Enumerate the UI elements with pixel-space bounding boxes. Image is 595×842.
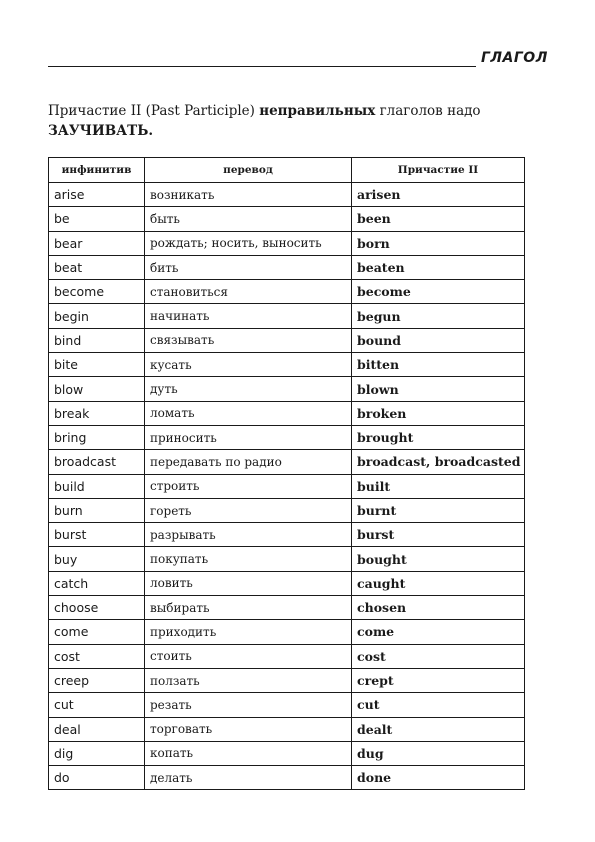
cell-past-participle: been [352,207,525,231]
table-row [49,304,525,328]
cell-past-participle: arisen [352,183,525,207]
cell-infinitive: bite [49,353,145,377]
cell-translation: бить [145,255,352,279]
cell-translation: ловить [145,571,352,595]
cell-infinitive: come [49,620,145,644]
cell-past-participle: chosen [352,596,525,620]
cell-past-participle: dealt [352,717,525,741]
table-row [49,280,525,304]
cell-past-participle: bound [352,328,525,352]
intro-text-1: Причастие II (Past Participle) [48,103,260,119]
cell-infinitive: catch [49,571,145,595]
cell-translation: начинать [145,304,352,328]
cell-past-participle: broken [352,401,525,425]
cell-past-participle: bitten [352,353,525,377]
cell-infinitive: bind [49,328,145,352]
cell-infinitive: creep [49,668,145,692]
table-row [49,741,525,765]
cell-past-participle: come [352,620,525,644]
cell-translation: рождать; носить, выносить [145,231,352,255]
cell-translation: копать [145,741,352,765]
cell-translation: возникать [145,183,352,207]
table-row [49,255,525,279]
cell-translation: строить [145,474,352,498]
table-row [49,328,525,352]
cell-past-participle: caught [352,571,525,595]
cell-translation: резать [145,693,352,717]
table-row [49,571,525,595]
cell-infinitive: choose [49,596,145,620]
cell-infinitive: broadcast [49,450,145,474]
cell-infinitive: bear [49,231,145,255]
cell-past-participle: become [352,280,525,304]
cell-translation: дуть [145,377,352,401]
cell-translation: ломать [145,401,352,425]
table-row [49,231,525,255]
table-row [49,183,525,207]
cell-past-participle: born [352,231,525,255]
cell-past-participle: crept [352,668,525,692]
cell-infinitive: begin [49,304,145,328]
cell-past-participle: blown [352,377,525,401]
table-row [49,766,525,790]
cell-infinitive: arise [49,183,145,207]
cell-translation: приходить [145,620,352,644]
cell-infinitive: be [49,207,145,231]
intro-text-bold: неправильных [259,103,376,119]
cell-translation: выбирать [145,596,352,620]
cell-infinitive: do [49,766,145,790]
cell-translation: стоить [145,644,352,668]
table-row [49,644,525,668]
table-row [49,401,525,425]
cell-infinitive: blow [49,377,145,401]
table-row [49,498,525,522]
table-header-row [49,158,525,183]
cell-translation: связывать [145,328,352,352]
cell-translation: разрывать [145,523,352,547]
table-row [49,717,525,741]
table-row [49,547,525,571]
header-rule [48,66,476,67]
header-translation: перевод [145,158,352,183]
cell-past-participle: beaten [352,255,525,279]
cell-infinitive: cut [49,693,145,717]
cell-past-participle: bought [352,547,525,571]
cell-translation: делать [145,766,352,790]
cell-past-participle: burnt [352,498,525,522]
header-infinitive: инфинитив [49,158,145,183]
cell-translation: передавать по радио [145,450,352,474]
table-row [49,425,525,449]
cell-infinitive: build [49,474,145,498]
cell-past-participle: cost [352,644,525,668]
section-title: ГЛАГОЛ [481,50,548,66]
table-row [49,450,525,474]
cell-translation: приносить [145,425,352,449]
cell-infinitive: dig [49,741,145,765]
cell-past-participle: dug [352,741,525,765]
table-row [49,353,525,377]
cell-infinitive: beat [49,255,145,279]
table-row [49,377,525,401]
cell-infinitive: deal [49,717,145,741]
cell-past-participle: cut [352,693,525,717]
cell-translation: ползать [145,668,352,692]
cell-infinitive: break [49,401,145,425]
cell-translation: гореть [145,498,352,522]
cell-infinitive: become [49,280,145,304]
table-row [49,523,525,547]
cell-infinitive: buy [49,547,145,571]
cell-translation: кусать [145,353,352,377]
cell-translation: быть [145,207,352,231]
cell-past-participle: built [352,474,525,498]
cell-past-participle: done [352,766,525,790]
cell-past-participle: begun [352,304,525,328]
table-row [49,207,525,231]
cell-infinitive: burst [49,523,145,547]
intro-text-emphasis: ЗАУЧИВАТЬ. [48,123,154,139]
table-row [49,693,525,717]
cell-translation: покупать [145,547,352,571]
cell-past-participle: broadcast, broadcasted [352,450,525,474]
cell-past-participle: brought [352,425,525,449]
intro-paragraph [48,101,524,141]
table-row [49,596,525,620]
irregular-verbs-table [48,157,525,790]
intro-text-2: глаголов надо [375,103,481,119]
cell-infinitive: bring [49,425,145,449]
cell-infinitive: cost [49,644,145,668]
cell-infinitive: burn [49,498,145,522]
cell-translation: становиться [145,280,352,304]
table-row [49,668,525,692]
table-row [49,474,525,498]
table-row [49,620,525,644]
cell-translation: торговать [145,717,352,741]
header-past-participle: Причастие II [352,158,525,183]
cell-past-participle: burst [352,523,525,547]
